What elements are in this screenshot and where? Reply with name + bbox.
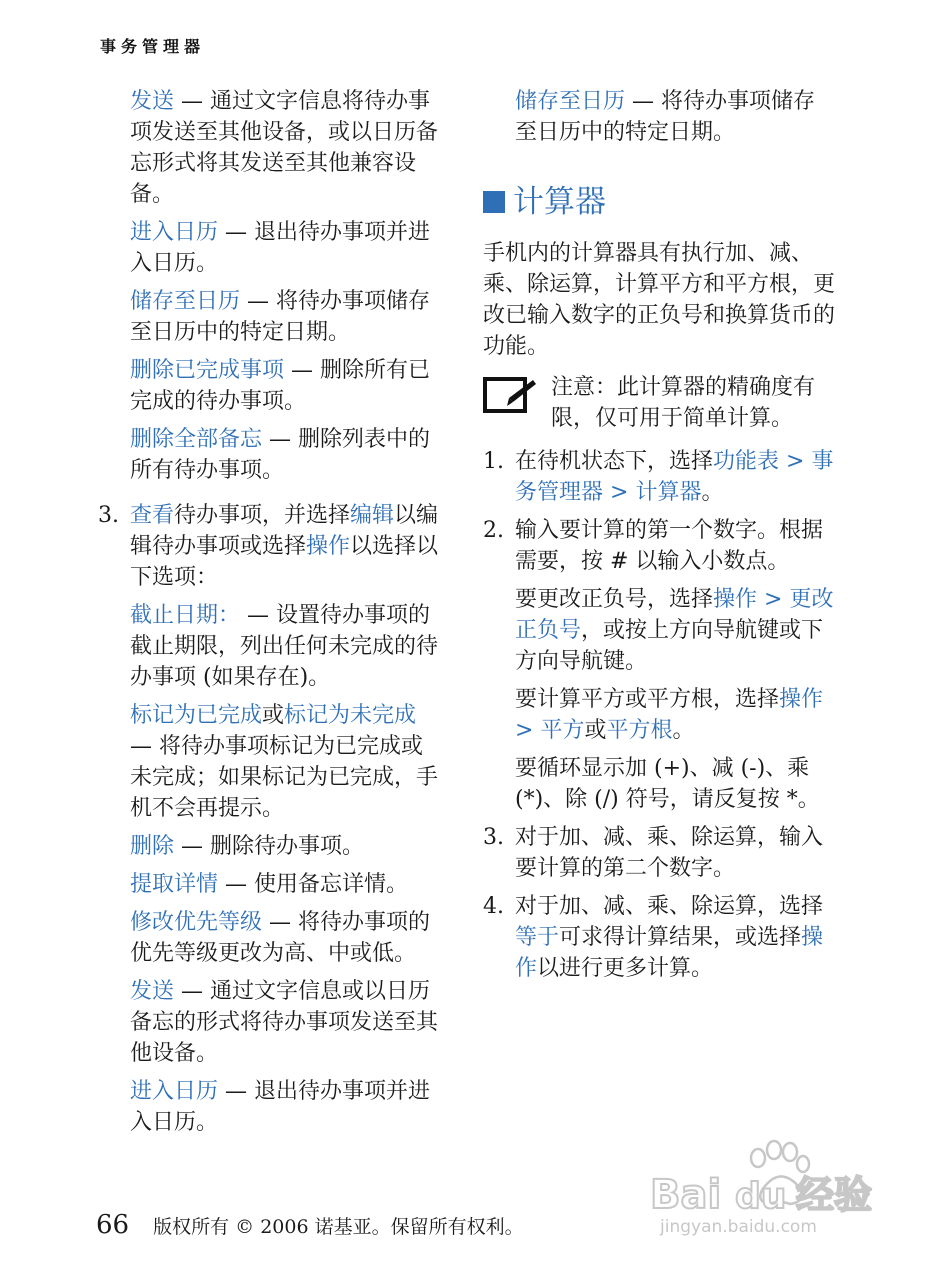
list-item: [98, 907, 443, 969]
watermark-cn: 经验: [796, 1173, 873, 1217]
separator: >: [603, 480, 636, 505]
option-desc: — 设置待办事项的截止期限，列出任何未完成的待办事项 (如果存在)。: [130, 603, 439, 690]
step-3: [98, 500, 443, 593]
intro-paragraph: 手机内的计算器具有执行加、减、乘、除运算，计算平方和平方根，更改已输入数字的正负号和换算货币的功能。: [483, 241, 836, 359]
list-item: [98, 1076, 443, 1138]
list-item: [98, 600, 443, 693]
section-title: 计算器: [513, 184, 606, 220]
option-desc: — 删除所有已完成的待办事项。: [130, 358, 431, 414]
step-number: 3.: [98, 503, 119, 528]
edit-link[interactable]: 编辑: [350, 503, 395, 528]
option-desc: — 通过文字信息将待办事项发送至其他设备，或以日历备忘形式将其发送至其他兼容设备。: [130, 89, 439, 207]
step-text-part: 以进行更多计算。: [537, 956, 714, 981]
running-head: 事务管理器: [100, 37, 206, 56]
step-number: 2.: [483, 518, 504, 543]
separator: >: [757, 587, 790, 612]
page-footer: [96, 1210, 524, 1240]
para-text: 要计算平方或平方根，选择: [515, 687, 780, 712]
change-sign-link[interactable]: 更改正负号: [515, 587, 834, 643]
step-2: [483, 515, 835, 577]
step-3: [483, 822, 835, 884]
cycle-paragraph: 要循环显示加 (+)、减 (-)、乘 (*)、除 (/) 符号，请反复按 *。: [515, 756, 820, 812]
operate-link[interactable]: 操作: [713, 587, 758, 612]
option-desc: — 退出待办事项并进入日历。: [130, 220, 431, 276]
option-save-to-calendar[interactable]: 储存至日历: [130, 289, 241, 314]
step-text-part: 待办事项，并选择: [174, 503, 351, 528]
para-text: ，或按上方向导航键或下方向导航键。: [515, 618, 824, 674]
list-item: [98, 976, 443, 1069]
page-number: 66: [96, 1210, 130, 1240]
square-link[interactable]: 平方: [540, 718, 585, 743]
step-text: [515, 446, 835, 508]
option-delete-all[interactable]: 删除全部备忘: [130, 427, 263, 452]
note-box: [483, 372, 835, 434]
option-send[interactable]: 发送: [130, 979, 175, 1004]
option-send[interactable]: 发送: [130, 89, 175, 114]
square-bullet-icon: [483, 191, 505, 213]
list-item: [98, 86, 443, 210]
watermark-brand2: du: [735, 1176, 787, 1217]
square-paragraph: [483, 684, 835, 746]
left-column: [98, 86, 443, 1145]
step-number: 4.: [483, 894, 504, 919]
option-desc: — 通过文字信息或以日历备忘的形式将待办事项发送至其他设备。: [130, 979, 439, 1066]
right-column: [483, 86, 835, 991]
option-delete[interactable]: 删除: [130, 834, 175, 859]
para-text: 或: [584, 718, 607, 743]
option-desc: — 删除待办事项。: [174, 834, 365, 859]
step-text-part: 对于加、减、乘、除运算，选择: [515, 894, 824, 919]
option-extract-details[interactable]: 提取详情: [130, 872, 219, 897]
watermark-url: jingyan.baidu.com: [660, 1217, 817, 1237]
watermark-brand: Bai: [650, 1172, 722, 1218]
copyright-text: 版权所有 © 2006 诺基亚。保留所有权利。: [153, 1216, 524, 1238]
para-text: 要更改正负号，选择: [515, 587, 714, 612]
view-link[interactable]: 查看: [130, 503, 175, 528]
option-desc: — 将待办事项标记为已完成或未完成；如果标记为已完成，手机不会再提示。: [130, 734, 439, 821]
option-desc: 或: [262, 703, 285, 728]
separator: >: [515, 718, 541, 743]
note-icon: [483, 376, 537, 416]
option-mark-undone[interactable]: 标记为未完成: [284, 703, 417, 728]
option-desc: — 删除列表中的所有待办事项。: [130, 427, 431, 483]
para-text: 。: [672, 718, 695, 743]
list-item: [98, 355, 443, 417]
option-delete-completed[interactable]: 删除已完成事项: [130, 358, 285, 383]
step-text: 对于加、减、乘、除运算，输入要计算的第二个数字。: [515, 825, 824, 881]
option-deadline[interactable]: 截止日期：: [130, 603, 241, 628]
section-heading: [483, 182, 835, 222]
operate-link[interactable]: 操作: [515, 925, 824, 981]
step-text-part: 在待机状态下，选择: [515, 449, 714, 474]
option-mark-done[interactable]: 标记为已完成: [130, 703, 263, 728]
list-item: [98, 700, 443, 824]
list-item: [98, 217, 443, 279]
organizer-link[interactable]: 事务管理器: [515, 449, 834, 505]
operate-link[interactable]: 操作: [779, 687, 824, 712]
operate-link[interactable]: 操作: [306, 534, 351, 559]
step-number: 1.: [483, 449, 504, 474]
step-number: 3.: [483, 825, 504, 850]
step-text: [130, 500, 443, 593]
option-desc: — 将待办事项储存至日历中的特定日期。: [515, 89, 816, 145]
list-item: [98, 424, 443, 486]
step-text-part: 。: [701, 480, 724, 505]
list-item: [98, 286, 443, 348]
step-text: [515, 891, 835, 984]
option-change-priority[interactable]: 修改优先等级: [130, 910, 263, 935]
menu-link[interactable]: 功能表: [713, 449, 780, 474]
step-4: [483, 891, 835, 984]
option-desc: — 将待办事项储存至日历中的特定日期。: [130, 289, 431, 345]
separator: >: [779, 449, 812, 474]
option-go-calendar[interactable]: 进入日历: [130, 220, 219, 245]
option-desc: — 使用备忘详情。: [218, 872, 409, 897]
calculator-link[interactable]: 计算器: [635, 480, 702, 505]
option-save-to-calendar[interactable]: 储存至日历: [515, 89, 626, 114]
option-desc: — 退出待办事项并进入日历。: [130, 1079, 431, 1135]
note-text: 注意：此计算器的精确度有限，仅可用于简单计算。: [551, 375, 816, 431]
list-item: [98, 831, 443, 862]
list-item: [483, 86, 835, 148]
sign-paragraph: [483, 584, 835, 677]
step-text-part: 可求得计算结果，或选择: [559, 925, 802, 950]
step-1: [483, 446, 835, 508]
square-root-link[interactable]: 平方根: [606, 718, 673, 743]
option-desc: — 将待办事项的优先等级更改为高、中或低。: [130, 910, 431, 966]
step-text: 输入要计算的第一个数字。根据需要，按 # 以输入小数点。: [515, 518, 824, 574]
baidu-watermark: [620, 1128, 900, 1238]
step-text-part: 以编辑待办事项或选择: [130, 503, 439, 559]
option-go-calendar[interactable]: 进入日历: [130, 1079, 219, 1104]
equals-link[interactable]: 等于: [515, 925, 560, 950]
step-text-part: 以选择以下选项：: [130, 534, 439, 590]
list-item: [98, 869, 443, 900]
